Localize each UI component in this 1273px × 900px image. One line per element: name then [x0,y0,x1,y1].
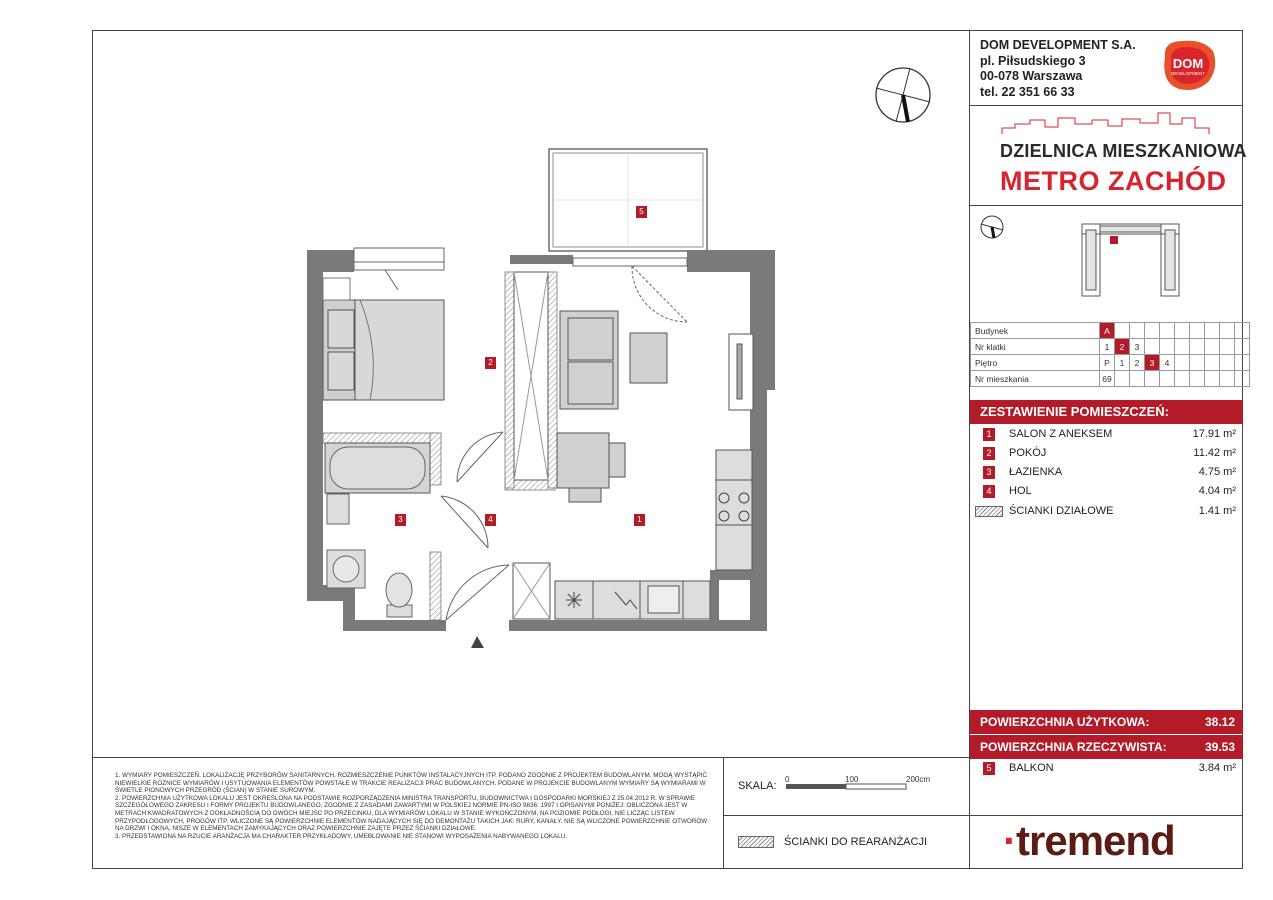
room-row [970,444,1243,463]
partition-swatch [975,506,1003,517]
room-name: POKÓJ [1009,447,1047,459]
dining-table [557,433,625,502]
info-cell [1220,355,1235,371]
balcony-outline [549,149,707,251]
bedroom-door [457,432,503,482]
info-cell [1235,339,1250,355]
info-row-label: Nr mieszkania [971,371,1100,387]
rooms-heading: ZESTAWIENIE POMIESZCZEŃ: [970,400,1243,424]
tv-icon [737,344,742,399]
info-cell: 1 [1115,355,1130,371]
room-num: 4 [983,485,995,498]
compass-icon [876,68,930,122]
balcony-name: BALKON [1009,762,1054,774]
info-cell [1205,371,1220,387]
sofa [560,311,618,409]
info-cell [1235,371,1250,387]
partitions-name: ŚCIANKI DZIAŁOWE [1009,505,1114,517]
info-cell [1130,371,1145,387]
bathtub [325,443,430,493]
partitions-area: 1.41 m² [1198,505,1236,517]
info-row-label: Budynek [971,323,1100,339]
info-cell: A [1100,323,1115,339]
usable-area-row [970,710,1243,734]
project-title-line1: DZIELNICA MIESZKANIOWA [1000,141,1247,161]
info-cell [1160,339,1175,355]
plan-label-balcony: 5 [636,206,647,218]
balcony-row [970,759,1243,778]
dom-logo-icon [1157,37,1219,93]
info-cell [1175,339,1190,355]
sink-icon [648,586,679,613]
info-cell [1190,355,1205,371]
footnotes [115,772,715,840]
freezer-icon [566,592,582,608]
balcony-num: 5 [983,762,995,775]
balcony-area: 3.84 m² [1198,762,1236,774]
footnote-2: 2. POWIERZCHNIA UŻYTKOWA LOKALU JEST OKREŚLONA NA PODSTAWIE ROZPORZĄDZENIA MINISTRA TRANSPORTU, BUDOWNICTWA I GOSPODARKI MORSKIEJ Z 25.04.2012 R. W SPRAWIE SZCZEGÓŁOWEGO ZAKRESU I FORMY PROJEKTU BUDOWLANEGO, ZGODNIE Z ZASADAMI ZAWARTYMI W POLSKIEJ NORMIE PN-ISO 9836: 1997 I OPISANYMI PONIŻEJ: OBLICZONA JEST W METRACH KWADRATOWYCH Z DOKŁADNOŚCIĄ DO DWÓCH MIEJSC PO PRZECINKU, DLA WYMIARÓW LOKALU W STANIE WYKOŃCZONYM, NA POZIOMIE PODŁOGI, NIE LICZĄC LISTEW PRZYPODŁOGOWYCH, PROGÓW ITP. WLICZONE SĄ POWIERZCHNIE ELEMENTÓW NADAJĄCYCH SIĘ DO DEMONTAŻU TAKICH JAK: RURY, KANAŁY. NIE SĄ WLICZONE POWIERZCHNIE OTWORÓW NA DRZWI I OKNA, NISZE W ELEMENTACH ZAMYKAJĄCYCH ORAZ POWIERZCHNIE ZAJĘTE PRZEZ ŚCIANKI DZIAŁOWE. [115,794,708,833]
info-cell [1205,355,1220,371]
info-cell [1160,371,1175,387]
info-cell [1205,323,1220,339]
info-cell [1160,323,1175,339]
info-row-label: Piętro [971,355,1100,371]
info-cell: 69 [1100,371,1115,387]
scale-label: SKALA: [738,780,777,792]
scale-bar-dark [786,784,846,789]
apartment-info-table [970,322,1250,387]
info-row [971,371,1250,387]
info-cell: 3 [1145,355,1160,371]
scale-tick-0: 0 [785,775,790,784]
room-name: SALON Z ANEKSEM [1009,428,1113,440]
info-cell: 2 [1130,355,1145,371]
tremend-word: tremend [1016,817,1175,864]
info-cell: 4 [1160,355,1175,371]
logo-text: DOM [1172,56,1204,71]
info-cell [1130,323,1145,339]
coffee-table [630,333,667,383]
room-area: 17.91 m² [1192,428,1236,440]
skyline-icon [1002,113,1209,134]
room-name: HOL [1009,485,1032,497]
company-address2: 00-078 Warszawa [980,69,1083,83]
info-cell [1190,323,1205,339]
info-cell [1220,323,1235,339]
footnote-1: 1. WYMIARY POMIESZCZEŃ, LOKALIZACJĘ PRZYBORÓW SANITARNYCH, ROZMIESZCZENIE PUNKTÓW INSTALACYJNYCH ITP. PODANO ZGODNIE Z PROJEKTEM BUDOWLANYM. MOGĄ WYSTĄPIĆ NIEWIELKIE RÓŻNICE WYMIARÓW I USYTUOWANIA ELEMENTÓW POWSTAŁE W TRAKCIE REALIZACJI PRAC BUDOWLANYCH. PODANE W PROJEKCIE BUDOWLANYM WYMIARY SĄ WYMIARAMI W ŚWIETLE PIONOWYCH PRZEGRÓD (ŚCIAN) W STANIE SUROWYM. [115,772,708,795]
info-cell [1145,371,1160,387]
room-row [970,425,1243,444]
room-num: 2 [983,447,995,460]
room-area: 4.04 m² [1198,485,1236,497]
room-name: ŁAZIENKA [1009,466,1063,478]
room-num: 1 [983,428,995,441]
company-address1: pl. Piłsudskiego 3 [980,53,1086,68]
info-cell [1115,371,1130,387]
actual-area-value: 39.53 [1204,740,1235,754]
footnote-3: 3. PRZEDSTAWIONA NA RZUCIE ARANŻACJA MA CHARAKTER PRZYKŁADOWY, UMEBLOWANIE NIE STANOWI WYPOSAŻENIA NABYWANEGO LOKALU. [115,832,568,840]
scale-bar-light [846,784,906,789]
info-cell: 2 [1115,339,1130,355]
kitchen-counter-right [716,450,752,570]
info-cell [1235,323,1250,339]
plan-label-bedroom: 2 [485,357,496,369]
room-row [970,482,1243,501]
mini-compass-icon [981,216,1003,238]
usable-area-value: 38.12 [1204,715,1235,729]
washbasin [327,494,349,524]
tremend-logo [1003,817,1175,865]
plan-label-bathroom: 3 [395,514,406,526]
logo-subtext: DEVELOPMENT [1170,71,1206,76]
info-row [971,339,1250,355]
project-title-line2: METRO ZACHÓD [1000,166,1227,196]
actual-area-row [970,735,1243,759]
entrance-arrow-icon [471,636,484,648]
plan-label-living: 1 [634,514,645,526]
legend-swatch [738,836,774,848]
info-cell [1145,339,1160,355]
building-key-plan [1082,224,1179,296]
info-row-label: Nr klatki [971,339,1100,355]
info-cell [1175,355,1190,371]
info-cell [1220,339,1235,355]
wardrobe [514,272,548,480]
bedroom-shelf [323,278,350,300]
info-row [971,355,1250,371]
usable-area-label: POWIERZCHNIA UŻYTKOWA: [980,715,1150,729]
company-info [980,38,1136,100]
legend-text: ŚCIANKI DO REARANŻACJI [784,836,928,848]
partitions-row [970,502,1243,521]
info-cell [1190,339,1205,355]
room-area: 11.42 m² [1193,447,1236,459]
info-cell [1115,323,1130,339]
room-row [970,463,1243,482]
actual-area-label: POWIERZCHNIA RZECZYWISTA: [980,740,1167,754]
washing-machine [327,550,365,588]
scale-tick-100: 100 [845,775,859,784]
toilet [386,573,412,617]
info-cell [1145,323,1160,339]
entrance-door [446,565,509,620]
info-cell: 3 [1130,339,1145,355]
info-row [971,323,1250,339]
scale-tick-200: 200cm [906,775,931,784]
room-area: 4.75 m² [1198,466,1236,478]
bedroom-window [354,248,444,270]
info-cell [1235,355,1250,371]
bed [323,300,444,400]
info-cell: 1 [1100,339,1115,355]
bathroom-door [441,496,488,548]
info-cell [1175,371,1190,387]
tremend-accent: · [1003,817,1016,864]
company-name: DOM DEVELOPMENT S.A. [980,38,1136,52]
info-cell: P [1100,355,1115,371]
company-phone: tel. 22 351 66 33 [980,84,1075,99]
bedroom-door-swing [385,270,398,290]
info-cell [1220,371,1235,387]
info-cell [1175,323,1190,339]
plan-label-hall: 4 [485,514,496,526]
info-cell [1205,339,1220,355]
info-cell [1190,371,1205,387]
room-num: 3 [983,466,995,479]
